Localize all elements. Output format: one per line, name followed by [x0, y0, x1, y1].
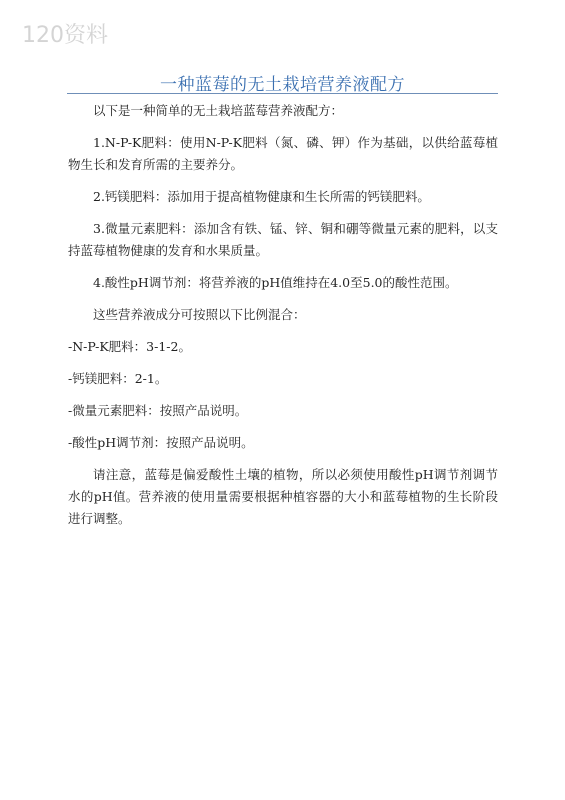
- ratio-npk: -N-P-K肥料：3-1-2。: [68, 339, 191, 354]
- item-ph-regulator: 4.酸性pH调节剂：将营养液的pH值维持在4.0至5.0的酸性范围。: [93, 275, 458, 290]
- item-npk: 1.N-P-K肥料：使用N-P-K肥料（氮、磷、钾）作为基础，以供给蓝莓植物生长和发育所需的主要养分。: [68, 135, 498, 172]
- ratio-ph-regulator: -酸性pH调节剂：按照产品说明。: [68, 435, 254, 450]
- ratio-intro: 这些营养液成分可按照以下比例混合：: [93, 307, 306, 322]
- document-title: 一种蓝莓的无土栽培营养液配方: [160, 75, 405, 95]
- intro-paragraph: 以下是一种简单的无土栽培蓝莓营养液配方：: [93, 103, 344, 118]
- document-body: [68, 100, 498, 540]
- ratio-trace-elements: -微量元素肥料：按照产品说明。: [68, 403, 248, 418]
- item-calcium-magnesium: 2.钙镁肥料：添加用于提高植物健康和生长所需的钙镁肥料。: [93, 189, 430, 204]
- ratio-calcium-magnesium: -钙镁肥料：2-1。: [68, 371, 168, 386]
- title-underline: [67, 93, 498, 94]
- closing-note: 请注意，蓝莓是偏爱酸性土壤的植物，所以必须使用酸性pH调节剂调节水的pH值。营养液的使用量需要根据种植容器的大小和蓝莓植物的生长阶段进行调整。: [68, 467, 498, 526]
- item-trace-elements: 3.微量元素肥料：添加含有铁、锰、锌、铜和硼等微量元素的肥料，以支持蓝莓植物健康的发育和水果质量。: [68, 221, 498, 258]
- watermark-logo: 120资料: [22, 23, 108, 48]
